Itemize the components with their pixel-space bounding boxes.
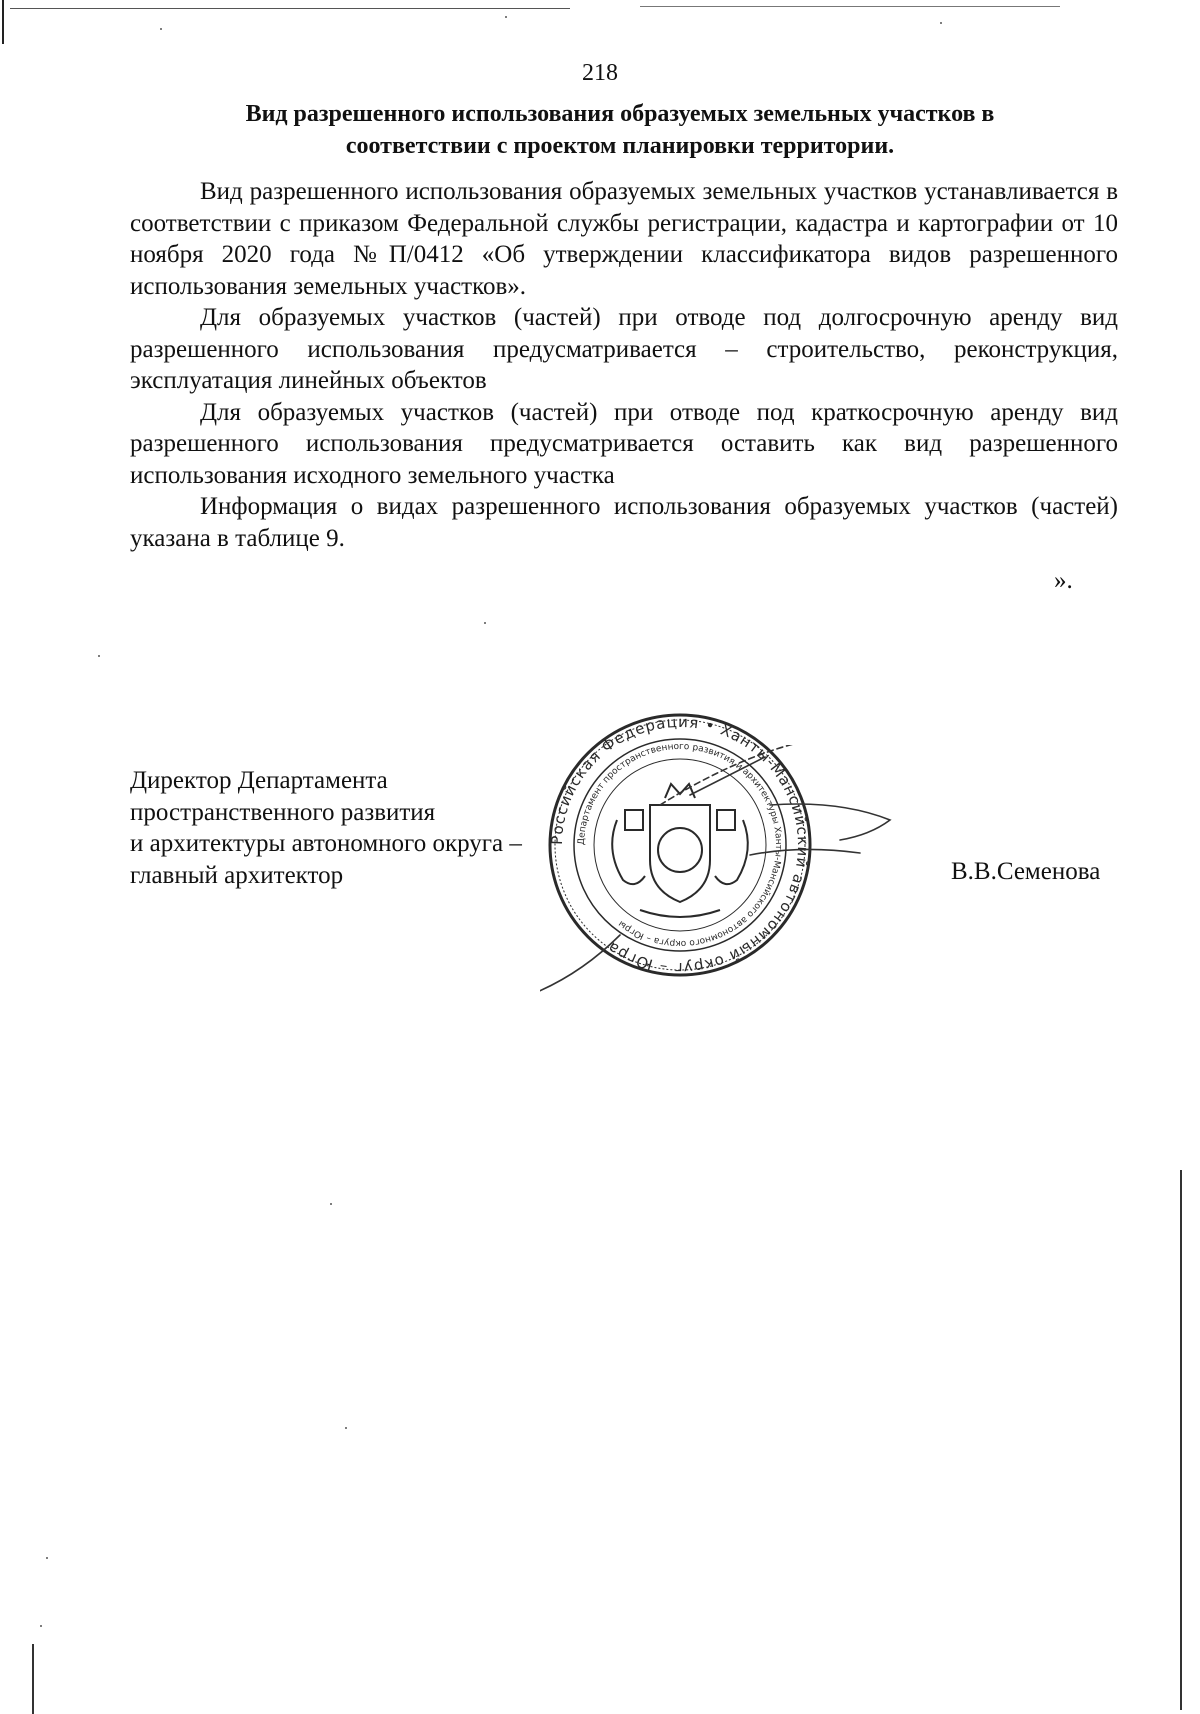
scan-speck: [46, 1557, 48, 1559]
scan-speck: [940, 22, 942, 24]
paragraph: Для образуемых участков (частей) при отводе под краткосрочную аренду вид разрешенного использования предусматривается оставить как вид разрешенного использования исходного земельного участка: [130, 398, 1118, 489]
signatory-title-line: главный архитектор: [130, 861, 344, 889]
handwritten-signature: [540, 745, 960, 1025]
page-number: 218: [582, 60, 618, 86]
signatory-title-line: Директор Департамента: [130, 767, 388, 794]
stamp-outer-text: Российская Федерация • Ханты-Мансийский автономный округ – Югра: [547, 712, 813, 978]
paragraph: Информация о видах разрешенного использования образуемых участков (частей) указана в таблице 9.: [130, 493, 1118, 552]
signatory-title-line: пространственного развития: [130, 798, 436, 826]
section-heading: [140, 98, 1100, 162]
paragraph: Для образуемых участков (частей) при отводе под долгосрочную аренду вид разрешенного использования предусматривается – строительство, реконструкция, эксплуатация линейных объектов: [130, 304, 1118, 394]
scan-speck: [160, 28, 162, 30]
paragraph: Вид разрешенного использования образуемых земельных участков устанавливается в соответствии с приказом Федеральной службы регистрации, кадастра и картографии от 10 ноября 2020 года №П/0412 «Об утверждении классификатора видов разрешенного использования земельных участков».: [130, 178, 1118, 300]
scan-artifact-edge: [1180, 1170, 1182, 1710]
scan-artifact-line: [640, 6, 1060, 7]
scan-speck: [345, 1427, 347, 1429]
scan-speck: [330, 1203, 332, 1205]
heading-line: Вид разрешенного использования образуемых земельных участков в: [245, 101, 995, 127]
scan-speck: [40, 1625, 42, 1627]
scan-artifact-edge: [32, 1644, 34, 1714]
signatory-title: [130, 765, 522, 891]
closing-quote: ».: [1054, 567, 1073, 594]
scan-artifact-edge: [2, 0, 4, 44]
scan-speck: [505, 16, 507, 18]
heading-line: соответствии с проектом планировки территории.: [345, 133, 895, 159]
scan-speck: [98, 655, 100, 657]
scan-artifact-line: [10, 8, 570, 9]
signatory-title-line: и архитектуры автономного округа –: [130, 830, 522, 857]
body-text: [130, 176, 1118, 554]
signatory-name: В.В.Семенова: [951, 858, 1101, 885]
scan-speck: [484, 622, 486, 624]
stamp-inner-text: Департамент пространственного развития и архитектуры Ханты-Мансийского автономного округа – Югры: [576, 741, 784, 949]
